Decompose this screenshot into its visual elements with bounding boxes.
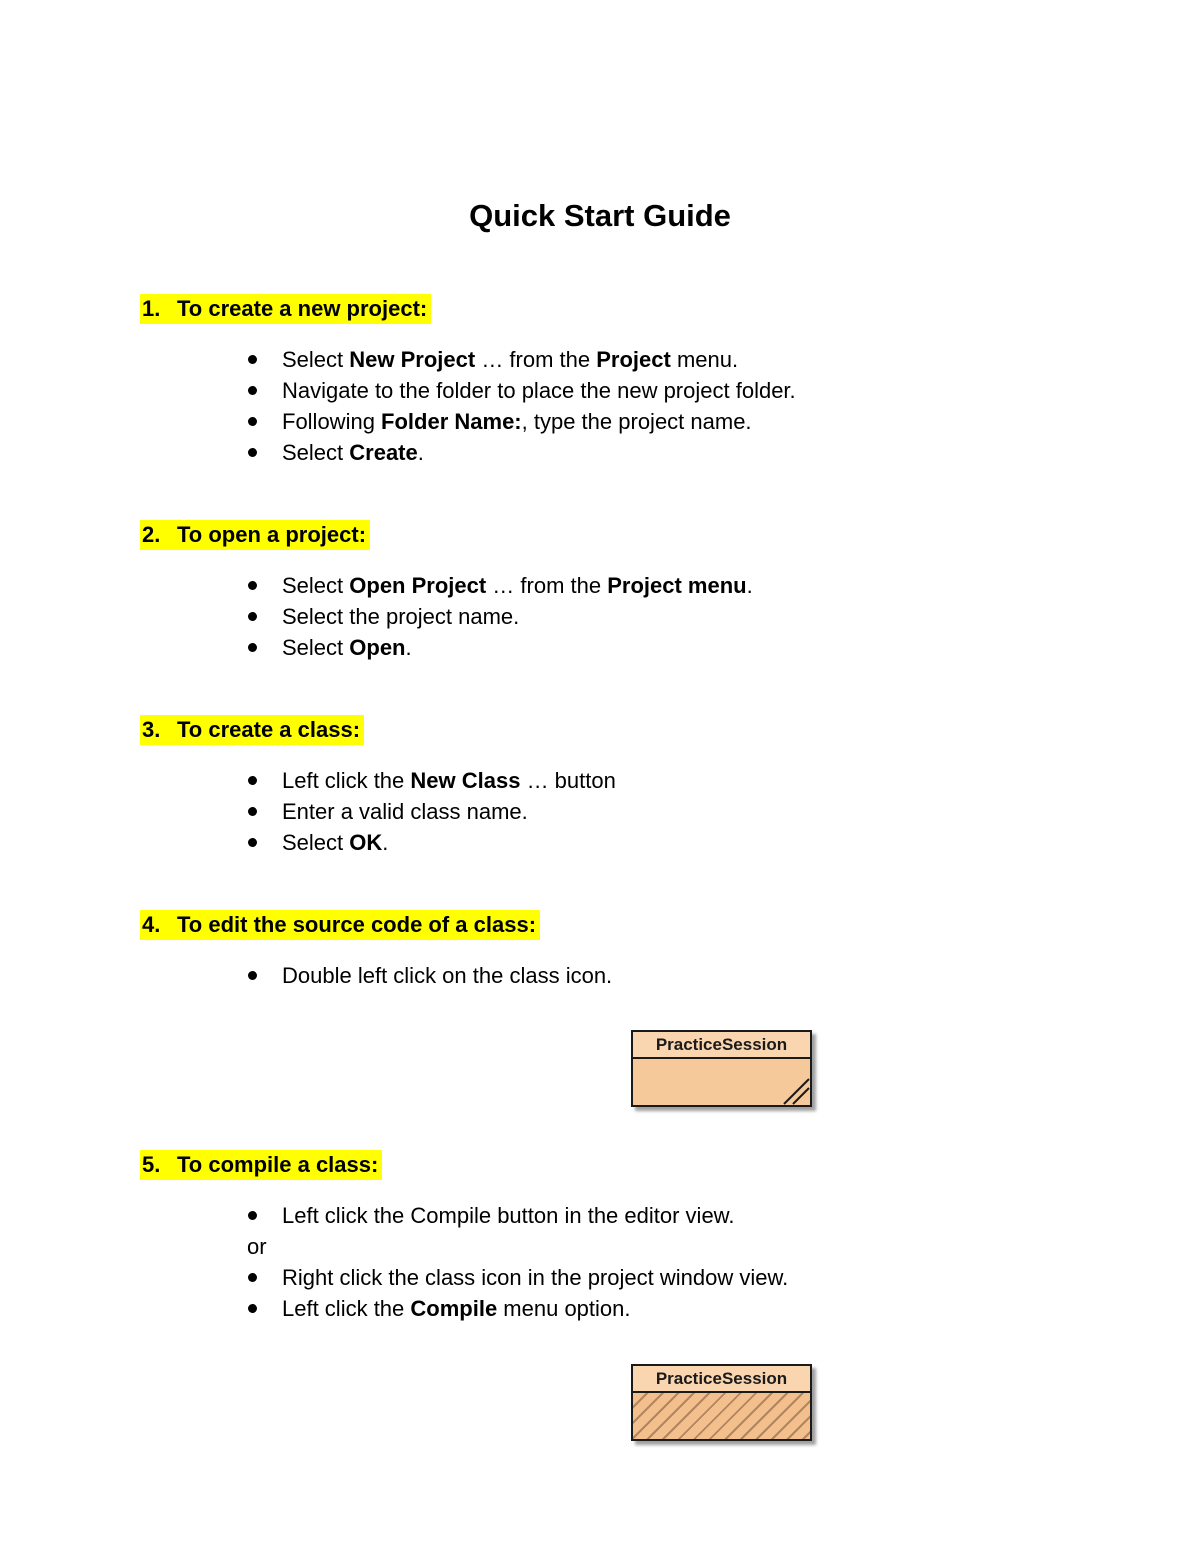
list-item: Select New Project … from the Project menu. [245, 344, 796, 375]
list-item: Left click the New Class … button [245, 765, 616, 796]
edit-corner-icon [780, 1075, 810, 1105]
class-body-hatched [633, 1393, 810, 1439]
section-title: To compile a class: [177, 1152, 379, 1177]
section-number: 1. [142, 296, 161, 321]
list-item: Left click the Compile button in the editor view. [245, 1200, 788, 1231]
section-heading-1 [140, 294, 431, 324]
section-3-list [245, 765, 616, 858]
section-4-list [245, 960, 612, 991]
section-title: To create a new project: [177, 296, 428, 321]
section-number: 2. [142, 522, 161, 547]
list-item: Select Create. [245, 437, 796, 468]
list-item: Select Open Project … from the Project menu. [245, 570, 753, 601]
bold-term: New Class [410, 768, 521, 793]
class-name: PracticeSession [633, 1366, 810, 1393]
bold-term: Open [349, 635, 406, 660]
class-name: PracticeSession [633, 1032, 810, 1059]
section-title: To open a project: [177, 522, 367, 547]
list-item: Navigate to the folder to place the new project folder. [245, 375, 796, 406]
class-icon-uncompiled[interactable] [629, 1358, 817, 1448]
page-title: Quick Start Guide [469, 198, 731, 233]
bold-term: Create [349, 440, 418, 465]
bold-term: OK [349, 830, 383, 855]
bold-term: Open Project [349, 573, 487, 598]
bold-term: Project [596, 347, 671, 372]
section-title: To edit the source code of a class: [177, 912, 537, 937]
list-item: Enter a valid class name. [245, 796, 616, 827]
bold-term: Compile [410, 1296, 498, 1321]
class-frame [631, 1030, 812, 1107]
section-2-list [245, 570, 753, 663]
list-item: Select OK. [245, 827, 616, 858]
or-separator: or [247, 1234, 267, 1259]
list-item: Select Open. [245, 632, 753, 663]
section-heading-5 [140, 1150, 382, 1180]
bold-term: New Project [349, 347, 476, 372]
section-number: 3. [142, 717, 161, 742]
class-body [633, 1059, 810, 1105]
list-item: Left click the Compile menu option. [245, 1293, 788, 1324]
section-number: 5. [142, 1152, 161, 1177]
section-heading-3 [140, 715, 364, 745]
section-number: 4. [142, 912, 161, 937]
bold-term: Folder Name: [381, 409, 522, 434]
section-5-list [245, 1200, 788, 1324]
class-frame [631, 1364, 812, 1441]
section-heading-2 [140, 520, 370, 550]
list-item: Double left click on the class icon. [245, 960, 612, 991]
list-item: Select the project name. [245, 601, 753, 632]
section-title: To create a class: [177, 717, 361, 742]
class-icon-editable[interactable] [629, 1024, 817, 1114]
bold-term: Project menu [607, 573, 747, 598]
list-item: Following Folder Name:, type the project name. [245, 406, 796, 437]
list-item: Right click the class icon in the project window view. [245, 1262, 788, 1293]
section-heading-4 [140, 910, 540, 940]
section-1-list [245, 344, 796, 468]
